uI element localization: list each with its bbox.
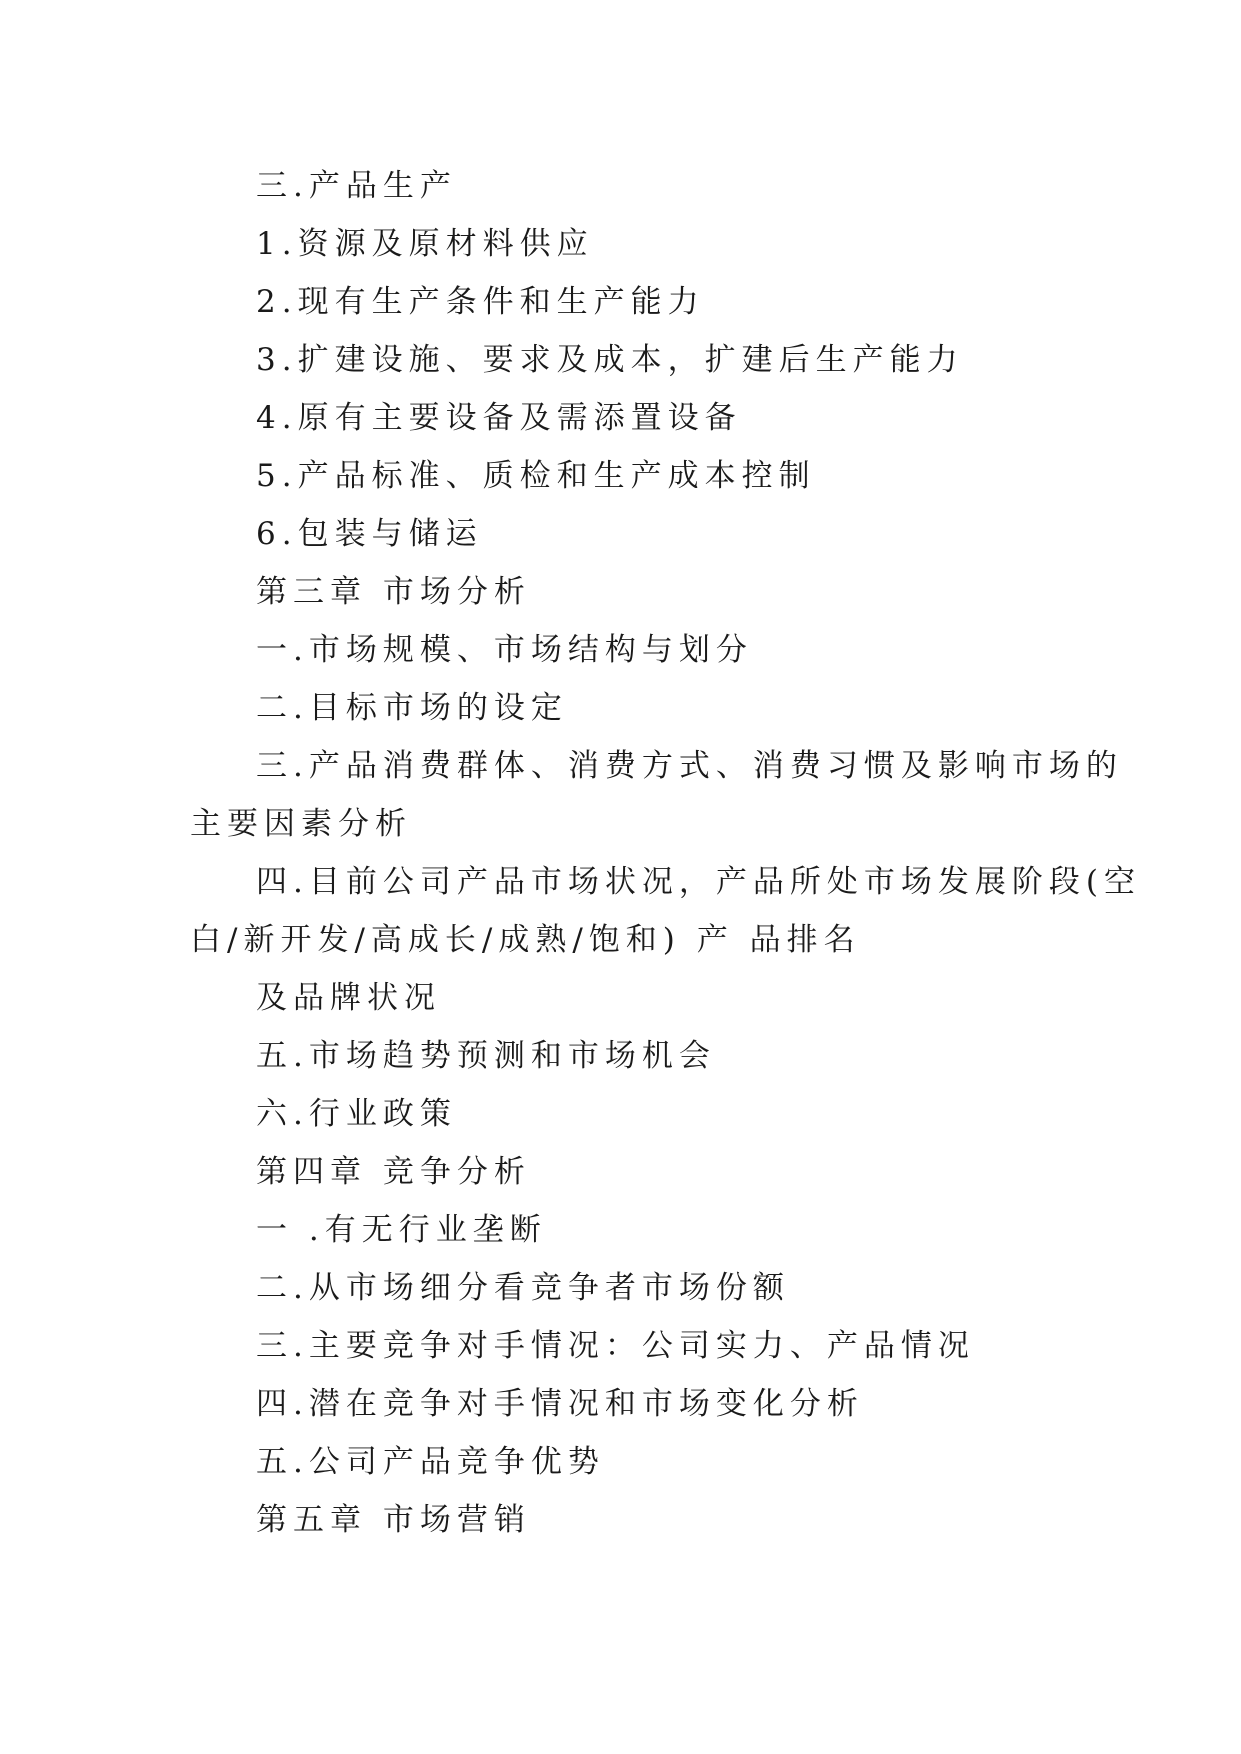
chapter-heading: 第三章 市场分析 xyxy=(256,574,531,610)
list-item: 2.现有生产条件和生产能力 xyxy=(256,284,705,320)
section-heading: 五.市场趋势预测和市场机会 xyxy=(256,1038,716,1074)
section-heading-continuation: 白/新开发/高成长/成熟/饱和) 产 品排名 xyxy=(190,922,861,958)
list-item: 6.包装与储运 xyxy=(256,516,483,552)
section-heading: 三.产品生产 xyxy=(256,168,457,204)
list-item: 5.产品标准、质检和生产成本控制 xyxy=(256,458,816,494)
section-heading: 一 .有无行业垄断 xyxy=(256,1212,547,1248)
section-heading: 三.产品消费群体、消费方式、消费习惯及影响市场的 xyxy=(256,748,1123,784)
section-heading: 三.主要竞争对手情况：公司实力、产品情况 xyxy=(256,1328,975,1364)
section-heading: 四.目前公司产品市场状况，产品所处市场发展阶段(空 xyxy=(256,864,1141,900)
section-heading: 一.市场规模、市场结构与划分 xyxy=(256,632,753,668)
list-item: 3.扩建设施、要求及成本，扩建后生产能力 xyxy=(256,342,964,378)
list-item: 4.原有主要设备及需添置设备 xyxy=(256,400,742,436)
section-heading-continuation: 及品牌状况 xyxy=(256,980,441,1016)
chapter-heading: 第五章 市场营销 xyxy=(256,1502,531,1538)
list-item: 1.资源及原材料供应 xyxy=(256,226,594,262)
section-heading: 二.目标市场的设定 xyxy=(256,690,568,726)
section-heading: 五.公司产品竞争优势 xyxy=(256,1444,605,1480)
section-heading: 六.行业政策 xyxy=(256,1096,457,1132)
section-heading: 四.潜在竞争对手情况和市场变化分析 xyxy=(256,1386,864,1422)
section-heading: 二.从市场细分看竞争者市场份额 xyxy=(256,1270,790,1306)
section-heading-continuation: 主要因素分析 xyxy=(190,806,412,842)
chapter-heading: 第四章 竞争分析 xyxy=(256,1154,531,1190)
